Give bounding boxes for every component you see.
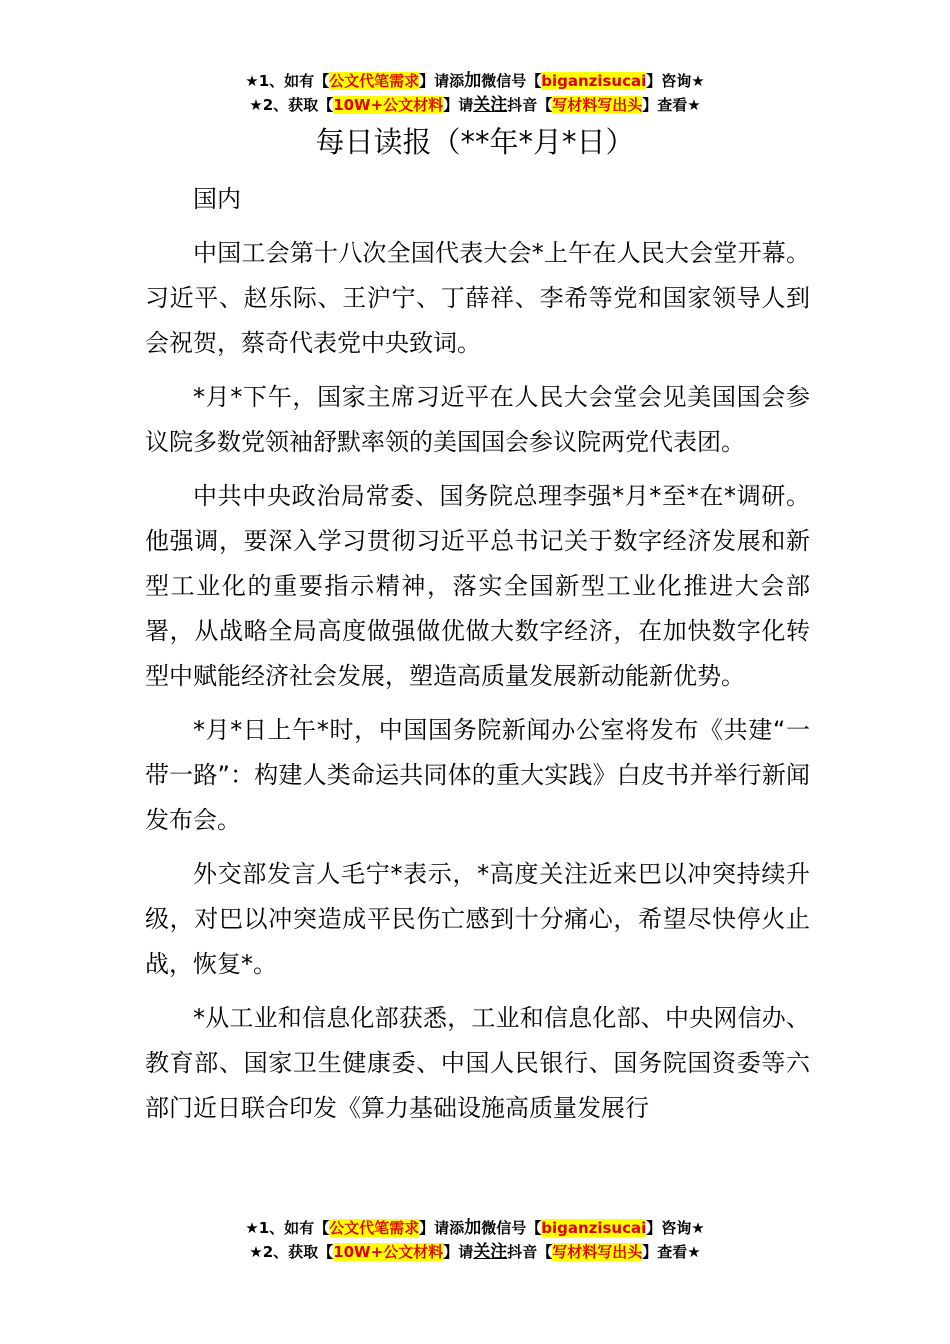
banner-text: 】请添 bbox=[419, 72, 465, 90]
banner-text: 】请 bbox=[443, 96, 474, 114]
paragraph: 中国工会第十八次全国代表大会*上午在人民大会堂开幕。习近平、赵乐际、王沪宁、丁薛祥、李希等党和国家领导人到会祝贺，蔡奇代表党中央致词。 bbox=[145, 239, 810, 357]
banner-text: 微信号【 bbox=[481, 1219, 542, 1237]
banner-text: ★1、如有【 bbox=[245, 1219, 330, 1237]
banner-text: 关注 bbox=[473, 1242, 508, 1262]
banner-text: 微信号【 bbox=[481, 72, 542, 90]
banner-text: 加 bbox=[464, 71, 482, 91]
section-heading: 国内 bbox=[193, 185, 241, 213]
banner-text: 】查看★ bbox=[642, 1243, 701, 1261]
banner-text: 抖音【 bbox=[507, 96, 553, 114]
banner-text: 】咨询★ bbox=[646, 1219, 705, 1237]
banner-text: 】查看★ bbox=[642, 96, 701, 114]
paragraph: *月*下午，国家主席习近平在人民大会堂会见美国国会参议院多数党领袖舒默率领的美国国会参议院两党代表团。 bbox=[145, 383, 810, 456]
banner-highlight: 10W+公文材料 bbox=[333, 96, 444, 114]
document-title: 每日读报（**年*月*日） bbox=[315, 125, 635, 159]
banner-text: 】请添 bbox=[419, 1219, 465, 1237]
banner-text: ★2、获取【 bbox=[249, 1243, 334, 1261]
banner-text: 加 bbox=[464, 1218, 482, 1238]
banner-text: 】请 bbox=[443, 1243, 474, 1261]
banner-highlight: 公文代笔需求 bbox=[329, 72, 420, 90]
paragraph: *从工业和信息化部获悉，工业和信息化部、中央网信办、教育部、国家卫生健康委、中国人民银行、国务院国资委等六部门近日联合印发《算力基础设施高质量发展行 bbox=[145, 1004, 810, 1122]
paragraph: *月*日上午*时，中国国务院新闻办公室将发布《共建“一带一路”：构建人类命运共同体的重大实践》白皮书并举行新闻发布会。 bbox=[145, 716, 810, 834]
banner-text: 】咨询★ bbox=[646, 72, 705, 90]
banner-text: 关注 bbox=[473, 95, 508, 115]
footer-banner bbox=[0, 1216, 950, 1264]
paragraph: 外交部发言人毛宁*表示，*高度关注近来巴以冲突持续升级，对巴以冲突造成平民伤亡感到十分痛心，希望尽快停火止战，恢复*。 bbox=[145, 860, 810, 978]
banner-text: ★2、获取【 bbox=[249, 96, 334, 114]
header-banner bbox=[0, 69, 950, 117]
banner-highlight: 10W+公文材料 bbox=[333, 1243, 444, 1261]
banner-line-2 bbox=[0, 1240, 950, 1264]
banner-highlight: 写材料写出头 bbox=[552, 1243, 643, 1261]
banner-highlight: 写材料写出头 bbox=[552, 96, 643, 114]
banner-text: ★1、如有【 bbox=[245, 72, 330, 90]
document-body bbox=[145, 177, 810, 1131]
banner-highlight: 公文代笔需求 bbox=[329, 1219, 420, 1237]
paragraph: 中共中央政治局常委、国务院总理李强*月*至*在*调研。他强调，要深入学习贯彻习近平总书记关于数字经济发展和新型工业化的重要指示精神，落实全国新型工业化推进大会部署，从战略全局高度做强做优做大数字经济，在加快数字化转型中赋能经济社会发展，塑造高质量发展新动能新优势。 bbox=[145, 482, 810, 690]
banner-line-2 bbox=[0, 93, 950, 117]
banner-line-1 bbox=[0, 1216, 950, 1240]
banner-highlight: biganzisucai bbox=[541, 72, 647, 90]
banner-text: 抖音【 bbox=[507, 1243, 553, 1261]
banner-line-1 bbox=[0, 69, 950, 93]
banner-highlight: biganzisucai bbox=[541, 1219, 647, 1237]
